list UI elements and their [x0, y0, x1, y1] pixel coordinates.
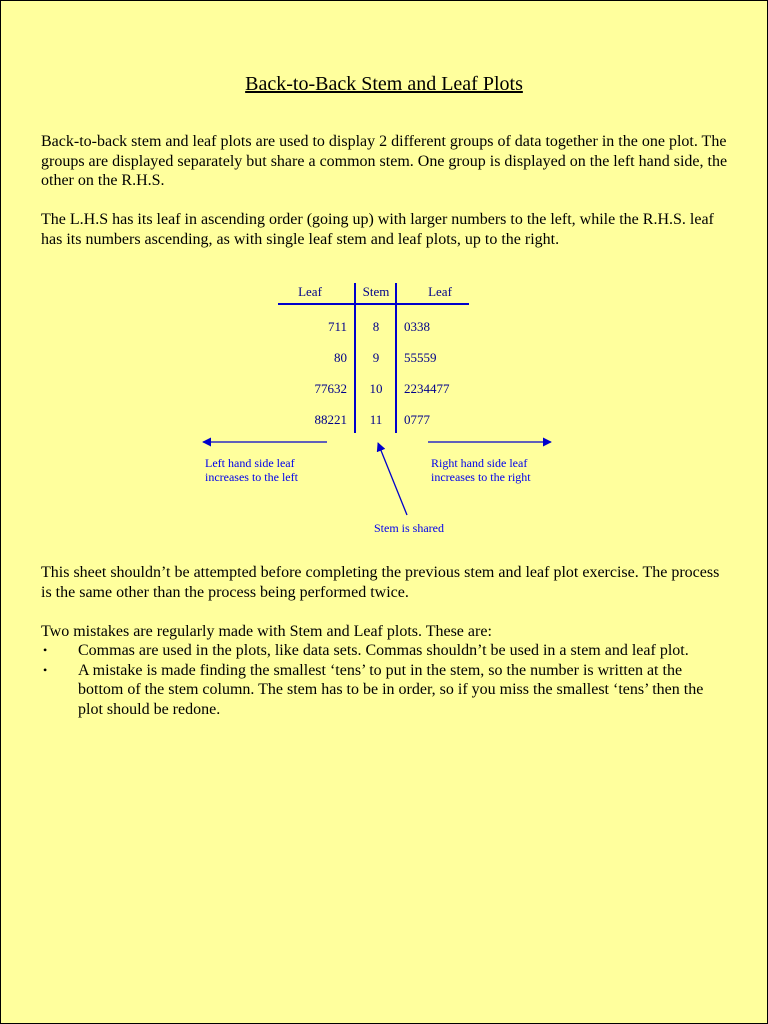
row-3-right-leaf: 2234477	[404, 381, 450, 396]
header-right-leaf: Leaf	[428, 284, 452, 299]
row-1-left-leaf: 711	[327, 319, 347, 334]
row-4-stem: 11	[369, 412, 383, 427]
header-left-leaf: Leaf	[298, 284, 322, 299]
intro-paragraph: Back-to-back stem and leaf plots are used to display 2 different groups of data together in the one plot. The groups are displayed separately but share a common stem. One group is displayed on the left hand side, the other on the R.H.S.	[41, 133, 728, 189]
stem-note: Stem is shared	[374, 521, 444, 535]
prerequisite-paragraph: This sheet shouldn’t be attempted before completing the previous stem and leaf plot exercise. The process is the same other than the process being performed twice.	[41, 564, 720, 601]
list-item	[41, 641, 731, 661]
row-2-right-leaf: 55559	[404, 350, 437, 365]
header-stem: Stem	[362, 284, 390, 299]
row-3-left-leaf: 77632	[314, 381, 347, 396]
mistakes-list	[41, 641, 731, 719]
row-3-stem: 10	[369, 381, 383, 396]
right-note-line-1: Right hand side leaf	[431, 456, 528, 470]
bullet-icon: •	[43, 662, 48, 677]
right-note-line-2: increases to the right	[431, 470, 531, 484]
page-title: Back-to-Back Stem and Leaf Plots	[245, 73, 523, 95]
row-2-left-leaf: 80	[334, 350, 347, 365]
left-note-line-1: Left hand side leaf	[205, 456, 295, 470]
list-item-text: Commas are used in the plots, like data sets. Commas shouldn’t be used in a stem and leaf plot.	[78, 642, 689, 659]
row-4-right-leaf: 0777	[404, 412, 430, 427]
left-note-line-2: increases to the left	[205, 470, 298, 484]
row-4-left-leaf: 88221	[314, 412, 347, 427]
mistakes-intro: Two mistakes are regularly made with Stem and Leaf plots. These are:	[41, 623, 492, 640]
bullet-icon: •	[43, 643, 48, 657]
row-2-stem: 9	[372, 350, 380, 365]
stem-leaf-plot	[1, 1, 767, 546]
row-1-right-leaf: 0338	[404, 319, 430, 334]
list-item-text: A mistake is made finding the smallest ‘tens’ to put in the stem, so the number is written at the bottom of the stem column. The stem has to be in order, so if you miss the smallest ‘tens’ then the plot should be redone.	[78, 661, 704, 718]
stem-arrow	[378, 443, 407, 515]
row-1-stem: 8	[372, 319, 380, 334]
list-item	[41, 661, 731, 720]
ordering-paragraph: The L.H.S has its leaf in ascending order (going up) with larger numbers to the left, while the R.H.S. leaf has its numbers ascending, as with single leaf stem and leaf plots, up to the right.	[41, 211, 714, 248]
